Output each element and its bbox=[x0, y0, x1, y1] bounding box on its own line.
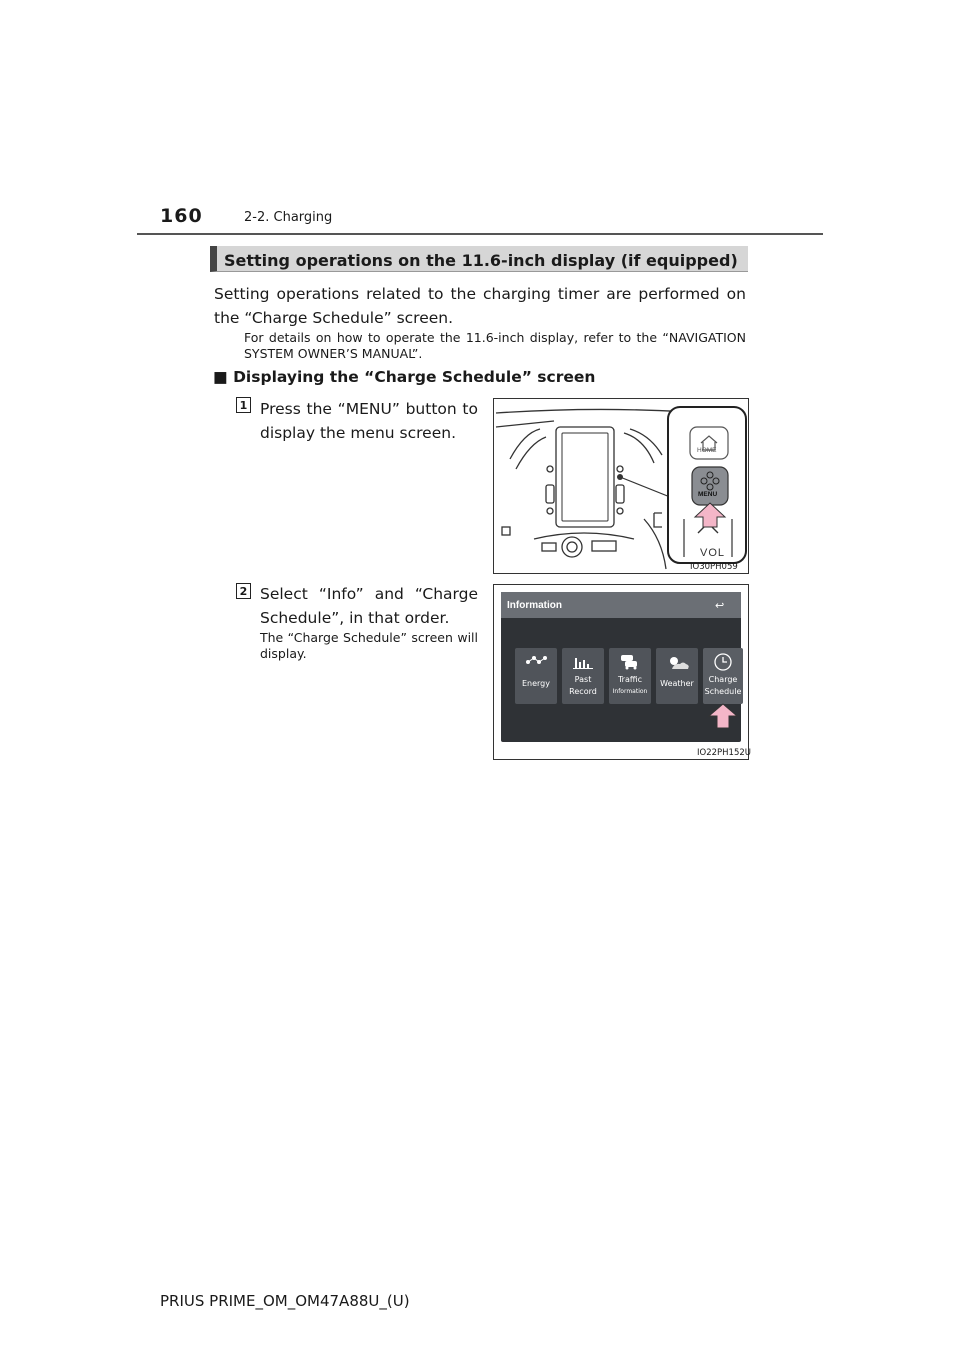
tile-label-line1: Traffic bbox=[617, 675, 643, 684]
back-icon[interactable]: ↩ bbox=[715, 600, 725, 612]
subheading-text: Displaying the “Charge Schedule” screen bbox=[233, 368, 596, 386]
information-screen bbox=[501, 592, 741, 742]
header-rule bbox=[137, 233, 823, 235]
clock-icon bbox=[712, 651, 734, 673]
traffic-information-tile[interactable] bbox=[609, 648, 651, 704]
step-2-text: Select “Info” and “Charge Schedule”, in that order. bbox=[260, 585, 478, 627]
bar-chart-icon bbox=[573, 654, 595, 670]
tile-label-line2: Schedule bbox=[704, 687, 742, 696]
tile-label-line2: Record bbox=[569, 687, 597, 696]
tile-label-line1: Weather bbox=[660, 679, 694, 688]
step-number-1: 1 bbox=[236, 397, 251, 413]
page-number: 160 bbox=[160, 205, 203, 227]
section-title: 2-2. Charging bbox=[244, 210, 333, 225]
square-bullet-icon: ■ bbox=[213, 368, 228, 386]
vol-button-label: VOL bbox=[700, 547, 726, 559]
pointer-arrow-icon bbox=[707, 702, 739, 730]
footer-model-code: PRIUS PRIME_OM_OM47A88U_(U) bbox=[160, 1292, 410, 1310]
step-1-text: Press the “MENU” button to display the menu screen. bbox=[260, 400, 478, 442]
figure-code: IO22PH152U bbox=[697, 748, 751, 758]
banner-title: Setting operations on the 11.6-inch display (if equipped) bbox=[224, 251, 738, 270]
energy-tile[interactable] bbox=[515, 648, 557, 704]
step-2-note: The “Charge Schedule” screen will display. bbox=[260, 630, 478, 661]
figure-menu-button bbox=[493, 398, 749, 574]
traffic-icon bbox=[619, 652, 641, 672]
weather-icon bbox=[666, 653, 690, 671]
weather-tile[interactable] bbox=[656, 648, 698, 704]
menu-button-label: MENU bbox=[698, 491, 718, 498]
subheading bbox=[213, 368, 595, 386]
step-number-2: 2 bbox=[236, 583, 251, 599]
charge-schedule-tile[interactable] bbox=[703, 648, 743, 704]
tile-label-line1: Charge bbox=[708, 675, 738, 684]
intro-note: For details on how to operate the 11.6-inch display, refer to the “NAVIGATION SYSTEM OWNER’S MANUAL”. bbox=[244, 330, 746, 361]
past-record-tile[interactable] bbox=[562, 648, 604, 704]
home-button-label: HOME bbox=[697, 447, 717, 454]
tile-label-line1: Energy bbox=[521, 679, 550, 688]
figure-information-screen bbox=[493, 584, 749, 760]
energy-icon bbox=[525, 654, 547, 670]
intro-paragraph: Setting operations related to the charging timer are performed on the “Charge Schedule” screen. bbox=[214, 285, 746, 327]
tile-label-line1: Past bbox=[574, 675, 592, 684]
screen-title: Information bbox=[507, 600, 562, 611]
figure-code: IO30PH059 bbox=[690, 562, 738, 572]
tile-label-line2: Information bbox=[612, 688, 648, 695]
